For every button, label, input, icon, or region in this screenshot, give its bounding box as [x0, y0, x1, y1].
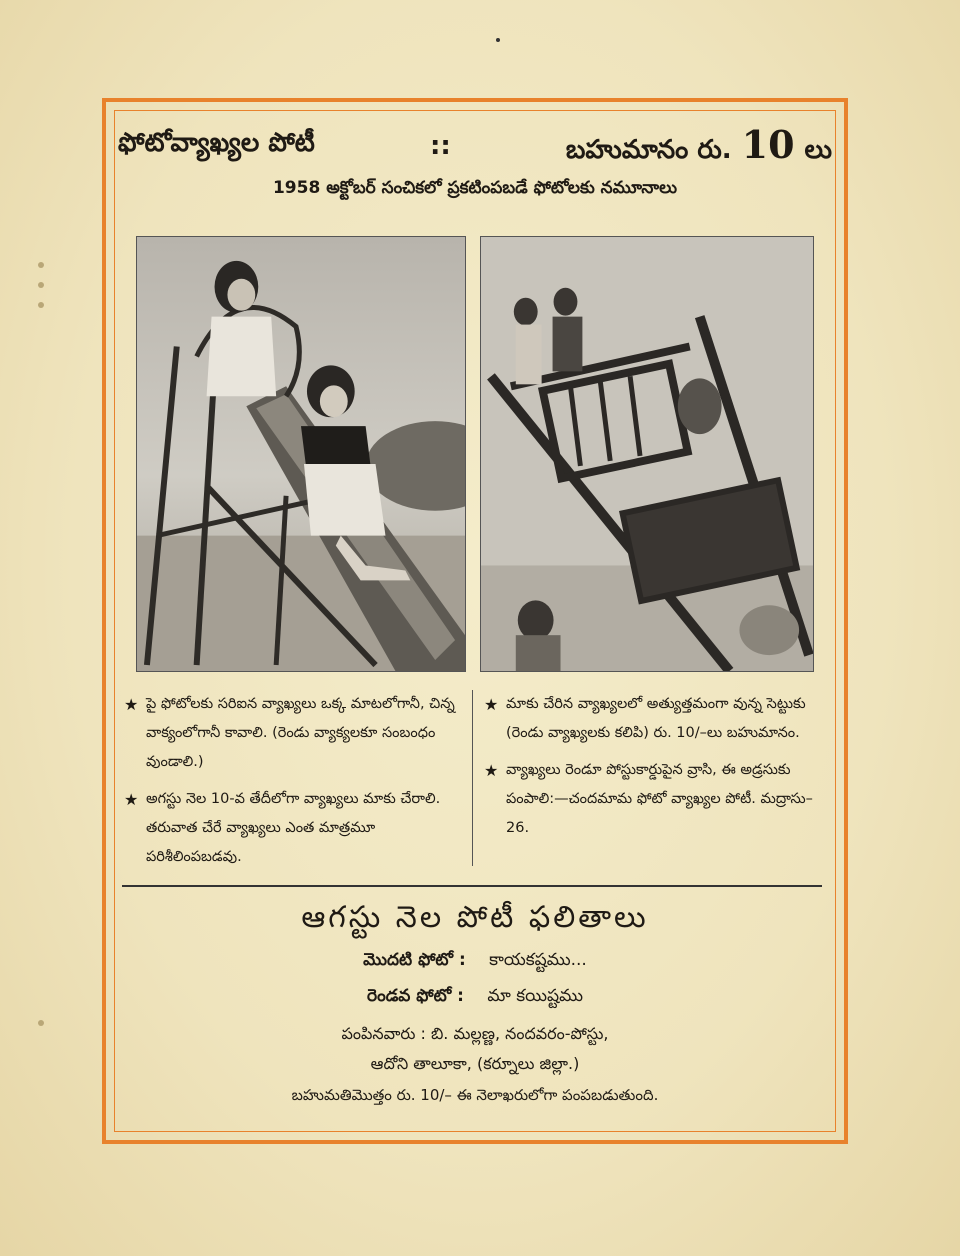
- rule-item: [124, 785, 474, 872]
- results-title: ఆగస్టు నెల పోటీ ఫలితాలు: [301, 900, 649, 935]
- binding-hole: [38, 1020, 44, 1026]
- rule-text: పై ఫోటోలకు సరిఐన వ్యాఖ్యలు ఒక్క మాటలోగానీ, చిన్న వాక్యంలోగానీ కావాలి. (రెండు వ్యాక్యలకూ సంబంధం వుండాలి.): [146, 696, 455, 770]
- prize-note: బహుమతిమొత్తం రు. 10/– ఈ నెలాఖరులోగా పంపబడుతుంది.: [291, 1086, 659, 1104]
- rule-text: అగస్టు నెల 10-వ తేదీలోగా వ్యాఖ్యలు మాకు చేరాలి. తరువాత చేరే వ్యాఖ్యలు ఎంత మాత్రమూ పరిశీలింపబడవు.: [146, 791, 441, 865]
- rule-item: [484, 756, 834, 843]
- print-dot: [496, 38, 500, 42]
- second-photo-result: [118, 986, 832, 1010]
- rules-column-left: [124, 690, 474, 880]
- rule-text: మాకు చేరిన వ్యాఖ్యలలో అత్యుత్తమంగా వున్న సెట్టుకు (రెండు వ్యాఖ్యలకు కలిపి) రు. 10/–లు బహుమానం.: [506, 696, 806, 741]
- contest-title: ఫోటోవ్యాఖ్యల పోటీ: [118, 128, 315, 158]
- binding-hole: [38, 282, 44, 288]
- ferris-wheel-photo-illustration: [481, 237, 813, 671]
- prize-label: బహుమానం రు.: [565, 134, 732, 165]
- star-bullet: ★: [484, 695, 499, 714]
- rule-item: [124, 690, 474, 777]
- first-photo-caption: కాయకష్టము...: [489, 950, 587, 970]
- contest-header: [118, 122, 832, 170]
- second-photo-caption: మా కయిష్టము: [487, 986, 583, 1006]
- rule-item: [484, 690, 834, 748]
- binding-hole: [38, 262, 44, 268]
- subheading: 1958 అక్టోబర్ సంచికలో ప్రకటింపబడే ఫోటోలకు నమూనాలు: [272, 178, 678, 198]
- star-bullet: ★: [124, 695, 139, 714]
- photo-ferris-wheel: [480, 236, 814, 672]
- sender-line: [118, 1024, 832, 1047]
- star-bullet: ★: [484, 761, 499, 780]
- rules-column-right: [484, 690, 834, 851]
- binding-hole: [38, 302, 44, 308]
- first-photo-result: [118, 950, 832, 974]
- sender-address: ఆదోని తాలూకా, (కర్నూలు జిల్లా.): [370, 1054, 580, 1073]
- prize-amount: 10: [741, 121, 795, 167]
- star-bullet: ★: [124, 790, 139, 809]
- section-divider: [122, 885, 822, 887]
- header-separator: ::: [429, 131, 451, 161]
- first-photo-label: మొదటి ఫోటో :: [363, 950, 466, 970]
- slide-photo-illustration: [137, 237, 465, 671]
- photo-slide: [136, 236, 466, 672]
- prize-suffix: లు: [804, 134, 832, 165]
- prize-info: [566, 122, 832, 171]
- contest-rules: [120, 690, 840, 866]
- sender-label: పంపినవారు :: [341, 1024, 426, 1043]
- second-photo-label: రెండవ ఫోటో :: [367, 986, 464, 1006]
- rule-text: వ్యాఖ్యలు రెండూ పోస్టుకార్డుపైన వ్రాసి, ఈ అడ్రసుకు పంపాలి:—చందమామ ఫోటో వ్యాఖ్యల పోటీ. మద్రాసు–26.: [506, 762, 813, 836]
- sender-name: బి. మల్లణ్ణ, నందవరం-పోస్టు,: [430, 1024, 609, 1043]
- column-divider: [472, 690, 473, 866]
